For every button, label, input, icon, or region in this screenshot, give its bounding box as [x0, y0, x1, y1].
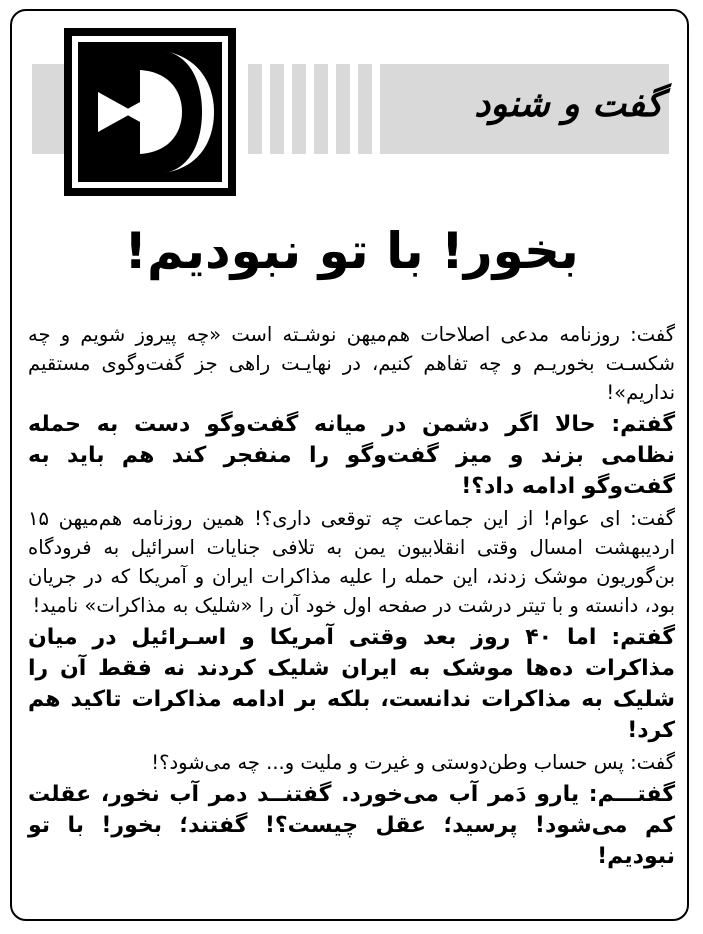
speaker-label: گفت:: [630, 507, 675, 530]
dialogue-paragraph: [28, 779, 675, 872]
headline: بخور! با تو نبودیم!: [124, 222, 579, 280]
paragraph-text: یارو دَمر آب می‌خورد. گفتنــد دمر آب نخور، عقلت کم می‌شود! پرسید؛ عقل چیست؟! گفتند؛ بخور! با تو نبودیم!: [28, 782, 675, 869]
speaker-label: گفتم:: [611, 412, 675, 437]
paragraph-text: پس حساب وطن‌دوستی و غیرت و ملیت و... چه می‌شود؟!: [151, 751, 631, 774]
dialogue-paragraph: [28, 504, 675, 620]
paragraph-text: حالا اگر دشمن در میانه گفت‌وگو دست به حمله نظامی بزند و میز گفت‌وگو را منفجر کند هم باید به گفت‌وگو ادامه داد؟!: [28, 412, 675, 499]
dialogue-paragraph: [28, 409, 675, 502]
newspaper-logo: [64, 28, 236, 196]
paragraph-text: روزنامه مدعی اصلاحات هم‌میهن نوشـته است «چه پیروز شویم و چه شکسـت بخوریـم و چه تفاهم کنیم، در نهایـت راهی جز گفت‌وگوی مستقیم نداریم»!: [28, 323, 675, 404]
dialogue-paragraph: [28, 622, 675, 746]
dialogue-paragraph: [28, 748, 675, 777]
dialogue-body: [28, 320, 675, 874]
speaker-label: گفتم:: [611, 625, 675, 650]
header-band-stripes: [248, 64, 388, 154]
paragraph-text: اما ۴۰ روز بعد وقتی آمریکا و اسـرائیل در میان مذاکرات ده‌ها موشک به ایران شلیک کردند نه فقط آن را شلیک به مذاکرات ندانست، بلکه بر ادامه مذاکرات تاکید هم کرد!: [28, 625, 675, 743]
speaker-label: گفت:: [630, 751, 675, 774]
dialogue-paragraph: [28, 320, 675, 407]
section-title: گفت و شنود: [474, 84, 663, 125]
speaker-label: گفتـــم:: [588, 782, 675, 807]
logo-mark-icon: [78, 42, 222, 182]
paragraph-text: ای عوام! از این جماعت چه توقعی داری؟! همین روزنامه هم‌میهن ۱۵ اردیبهشت امسال وقتی انقلابیون یمن به تلافی جنایات اسرائیل به فرودگاه بن‌گوریون موشک زدند، این حمله را علیه مذاکرات ایران و آمریکا که در جریان بود، دانسته و با تیتر درشت در صفحه اول خود آن را «شلیک به مذاکرات» نامید!: [28, 507, 675, 617]
speaker-label: گفت:: [630, 323, 675, 346]
